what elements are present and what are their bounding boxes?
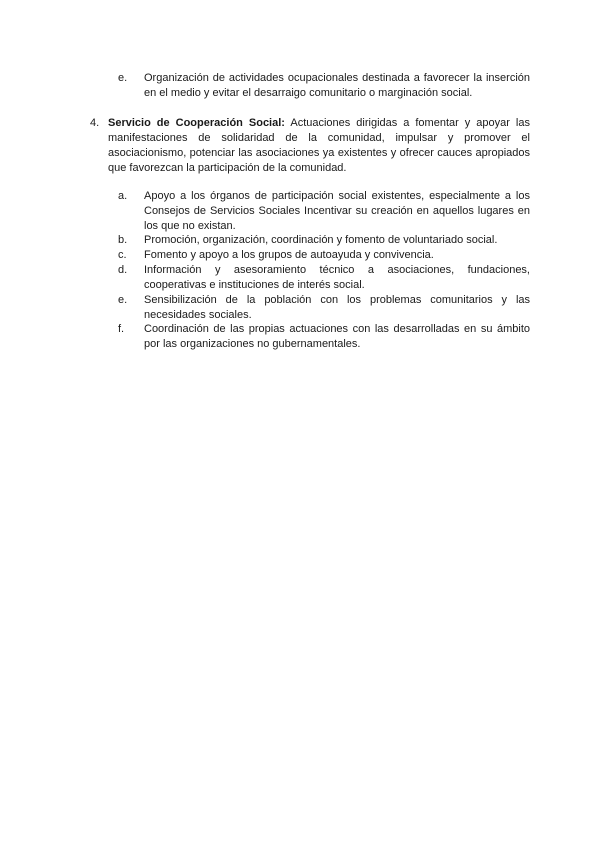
list-item-text: Coordinación de las propias actuaciones con las desarrolladas en su ámbito por las organizaciones no gubernamentales.	[144, 323, 530, 350]
list-item-text: Apoyo a los órganos de participación social existentes, especialmente a los Consejos de Servicios Sociales Incentivar su creación en aquellos lugares en los que no existan.	[144, 190, 530, 232]
list-marker: e.	[118, 294, 128, 306]
list-item-text: Información y asesoramiento técnico a asociaciones, fundaciones, cooperativas e instituciones de interés social.	[144, 264, 530, 291]
list-item-text: Fomento y apoyo a los grupos de autoayuda y convivencia.	[144, 249, 434, 261]
section-title: Servicio de Cooperación Social:	[108, 117, 285, 129]
list-item-d	[118, 263, 530, 293]
section-body: Actuaciones dirigidas a fomentar y apoyar las manifestaciones de solidaridad de la comunidad, impulsar y promover el asociacionismo, potenciar las asociaciones ya existentes y ofrecer cauces apropiados que favorezcan la participación de la comunidad.	[108, 117, 530, 174]
section-paragraph	[108, 116, 530, 176]
list-marker: a.	[118, 190, 128, 202]
list-marker: b.	[118, 234, 128, 246]
list-item-text: Organización de actividades ocupacionales destinada a favorecer la inserción en el medio y evitar el desarraigo comunitario o marginación social.	[144, 72, 530, 99]
list-item-e	[118, 293, 530, 323]
list-item-text: Promoción, organización, coordinación y fomento de voluntariado social.	[144, 234, 498, 246]
list-item-b	[118, 233, 530, 248]
list-item-f	[118, 322, 530, 352]
list-item-a	[118, 189, 530, 234]
list-marker: d.	[118, 264, 128, 276]
list-item-e-prev	[118, 71, 530, 101]
section-number: 4.	[90, 117, 100, 129]
list-item-text: Sensibilización de la población con los problemas comunitarios y las necesidades sociales.	[144, 294, 530, 321]
list-marker: f.	[118, 323, 125, 335]
section-4	[90, 116, 530, 176]
list-marker: c.	[118, 249, 127, 261]
list-item-c	[118, 248, 530, 263]
list-marker: e.	[118, 72, 128, 84]
